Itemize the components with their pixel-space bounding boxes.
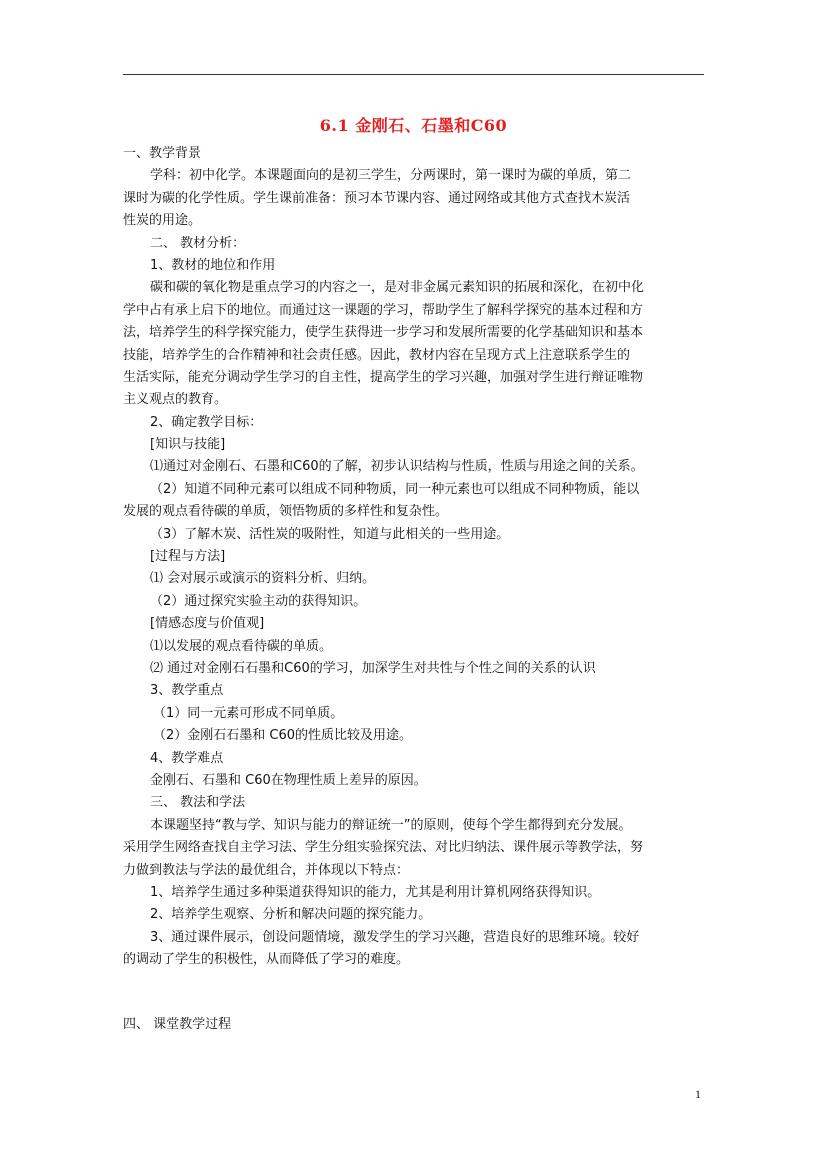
text-line: 力做到教法与学法的最优组合，并体现以下特点： (123, 862, 410, 878)
text-line: 4、教学难点 (150, 750, 224, 766)
text-line: 学中占有承上启下的地位。而通过这一课题的学习，帮助学生了解科学探究的基本过程和方 (123, 302, 644, 318)
text-line: [知识与技能] (150, 437, 226, 453)
text-line: [情感态度与价值观] (150, 616, 265, 632)
text-line: （2）知道不同种元素可以组成不同种物质，同一种元素也可以组成不同种物质，能以 (150, 481, 640, 497)
text-line: 2、培养学生观察、分析和解决问题的探究能力。 (150, 907, 432, 923)
text-line: 课时为碳的化学性质。学生课前准备：预习本节课内容、通过网络或其他方式查找木炭活 (123, 190, 631, 206)
text-line: 本课题坚持“教与学、知识与能力的辩证统一”的原则，使每个学生都得到充分发展。 (150, 817, 632, 833)
section-heading-4: 四、 课堂教学过程 (123, 1017, 232, 1032)
text-line: 法，培养学生的科学探究能力，使学生获得进一步学习和发展所需要的化学基础知识和基本 (123, 325, 644, 341)
text-line: （1）同一元素可形成不同单质。 (153, 705, 344, 721)
text-line: 二、 教材分析： (150, 235, 246, 251)
text-line: 生活实际，能充分调动学生学习的自主性，提高学生的学习兴趣，加强对学生进行辩证唯物 (123, 369, 644, 385)
text-line: 三、 教法和学法 (150, 795, 246, 811)
text-line: （2）通过探究实验主动的获得知识。 (150, 593, 367, 609)
text-line: 学科：初中化学。本课题面向的是初三学生，分两课时，第一课时为碳的单质，第二 (150, 168, 632, 184)
text-line: [过程与方法] (150, 549, 226, 565)
text-line: 采用学生网络查找自主学习法、学生分组实验探究法、对比归纳法、课件展示等教学法，努 (123, 840, 644, 856)
page-number: 1 (695, 1087, 701, 1101)
text-line: 技能，培养学生的合作精神和社会责任感。因此，教材内容在呈现方式上注意联系学生的 (123, 347, 631, 363)
text-line: ⑴通过对金刚石、石墨和C60的了解，初步认识结构与性质，性质与用途之间的关系。 (150, 459, 644, 475)
text-line: 1、教材的地位和作用 (150, 257, 276, 273)
header-rule (123, 74, 704, 75)
text-line: 性炭的用途。 (123, 213, 202, 229)
text-line: 碳和碳的氧化物是重点学习的内容之一，是对非金属元素知识的拓展和深化，在初中化 (150, 280, 645, 296)
text-line: ⑴以发展的观点看待碳的单质。 (150, 638, 333, 654)
text-line: 2、确定教学目标： (150, 414, 263, 430)
text-line: 1、培养学生通过多种渠道获得知识的能力，尤其是利用计算机网络获得知识。 (150, 884, 601, 900)
text-line: 主义观点的教育。 (123, 392, 228, 408)
text-line: （2）金刚石石墨和 C60的性质比较及用途。 (153, 728, 413, 744)
text-line: 3、通过课件展示，创设问题情境，激发学生的学习兴趣，营造良好的思维环境。较好 (150, 929, 640, 945)
text-line: 3、教学重点 (150, 683, 224, 699)
text-line: 一、教学背景 (123, 146, 202, 161)
document-body (123, 143, 705, 971)
document-title: 6.1 金刚石、石墨和C60 (319, 116, 508, 135)
text-line: ⑵ 通过对金刚石石墨和C60的学习，加深学生对共性与个性之间的关系的认识 (150, 660, 596, 676)
text-line: 金刚石、石墨和 C60在物理性质上差异的原因。 (150, 772, 427, 788)
text-line: （3）了解木炭、活性炭的吸附性，知道与此相关的一些用途。 (150, 526, 510, 542)
text-line: 的调动了学生的积极性，从而降低了学习的难度。 (123, 952, 410, 968)
text-line: 发展的观点看待碳的单质，领悟物质的多样性和复杂性。 (123, 504, 449, 520)
text-line: ⑴ 会对展示或演示的资料分析、归纳。 (150, 571, 376, 587)
